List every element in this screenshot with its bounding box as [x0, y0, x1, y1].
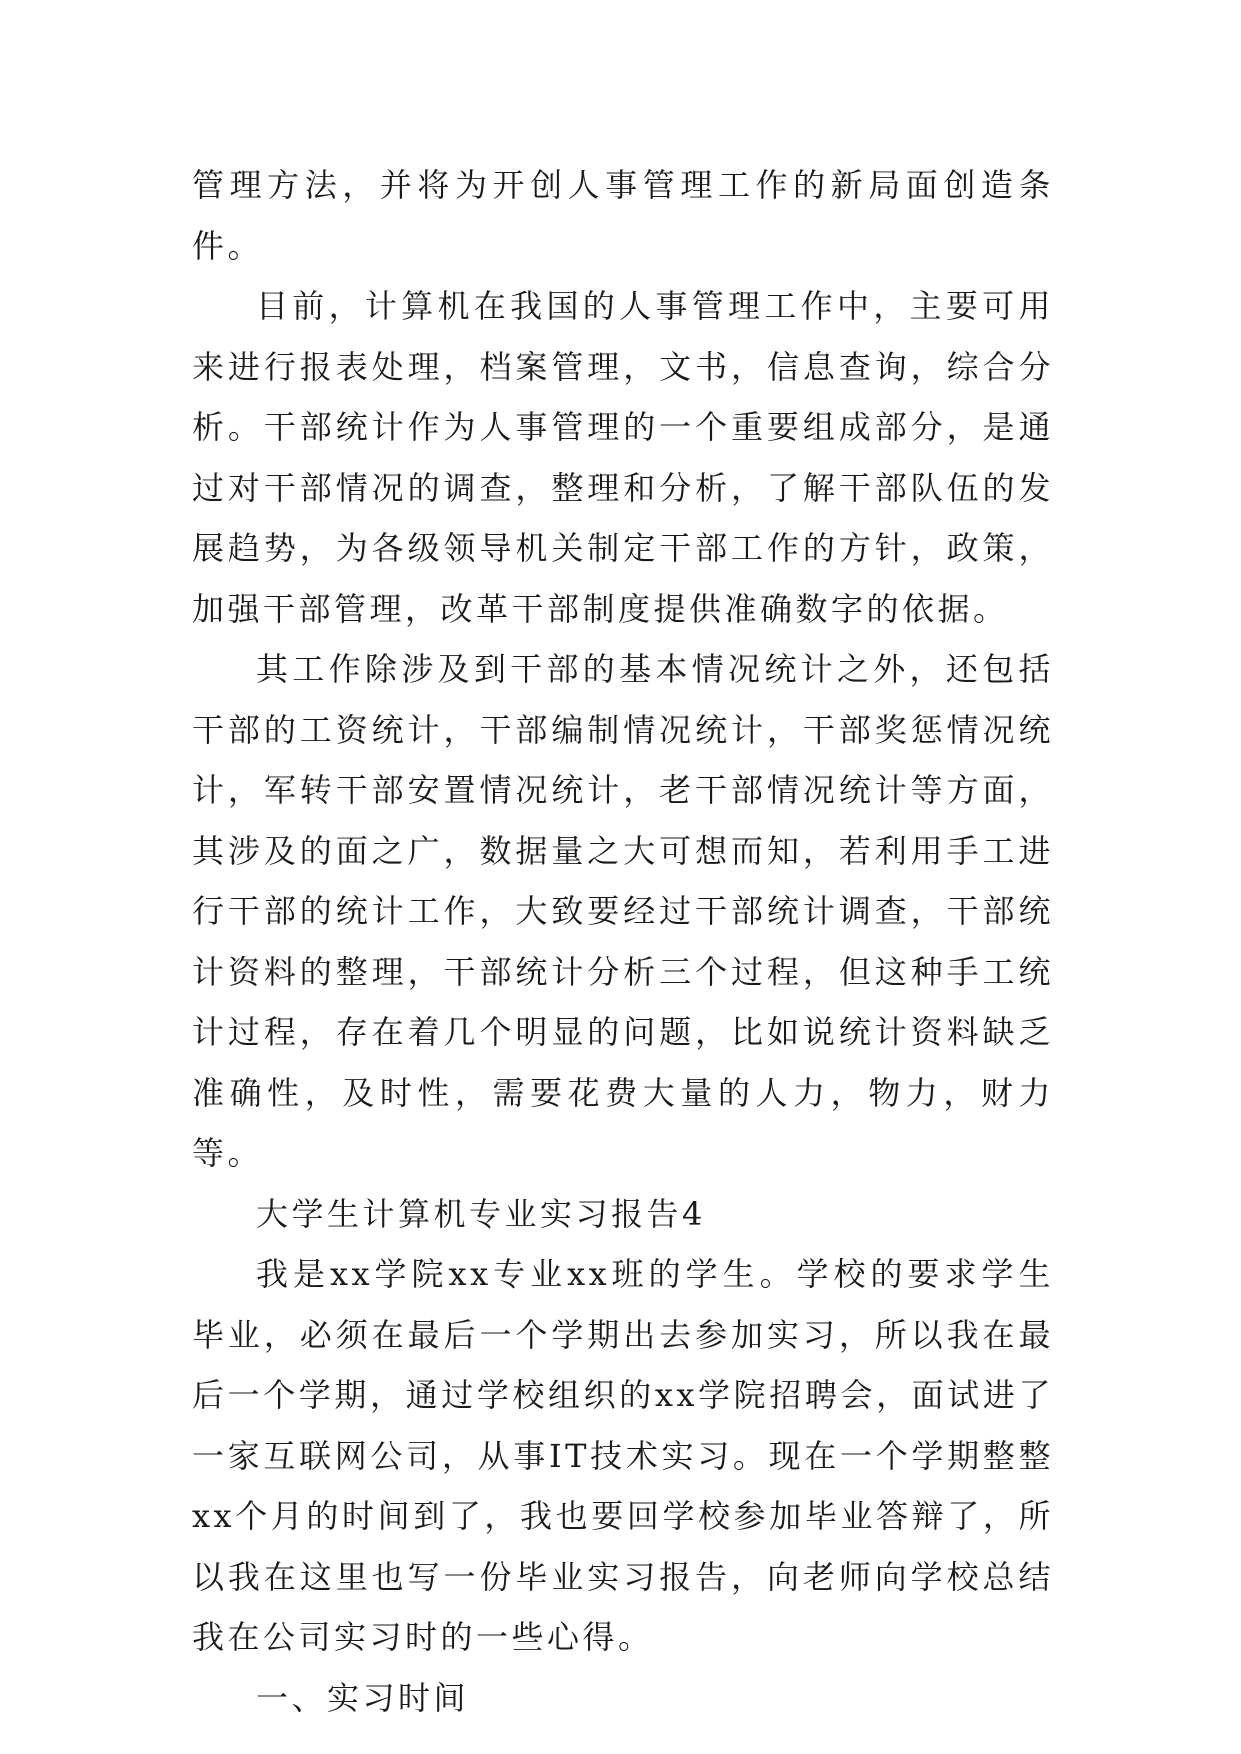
- section-heading-report-4: 大学生计算机专业实习报告4: [256, 1194, 706, 1233]
- paragraph-student-intro: 我是xx学院xx专业xx班的学生。学校的要求学生毕业，必须在最后一个学期出去参加实习，所以我在最后一个学期，通过学校组织的xx学院招聘会，面试进了一家互联网公司，从事IT技术实习。现在一个学期整整xx个月的时间到了，我也要回学校参加毕业答辩了，所以我在这里也写一份毕业实习报告，向老师向学校总结我在公司实习时的一些心得。: [192, 1255, 1054, 1656]
- document-body: [192, 155, 1054, 1728]
- section-heading-internship-time: 一、实习时间: [256, 1678, 470, 1717]
- paragraph-continuation: 管理方法，并将为开创人事管理工作的新局面创造条件。: [192, 166, 1054, 265]
- paragraph-computer-usage: 目前，计算机在我国的人事管理工作中，主要可用来进行报表处理，档案管理，文书，信息查询，综合分析。干部统计作为人事管理的一个重要组成部分，是通过对干部情况的调查，整理和分析，了解干部队伍的发展趋势，为各级领导机关制定干部工作的方针，政策，加强干部管理，改革干部制度提供准确数字的依据。: [192, 287, 1054, 628]
- paragraph-statistics-work: 其工作除涉及到干部的基本情况统计之外，还包括干部的工资统计，干部编制情况统计，干部奖惩情况统计，军转干部安置情况统计，老干部情况统计等方面，其涉及的面之广，数据量之大可想而知，若利用手工进行干部的统计工作，大致要经过干部统计调查，干部统计资料的整理，干部统计分析三个过程，但这种手工统计过程，存在着几个明显的问题，比如说统计资料缺乏准确性，及时性，需要花费大量的人力，物力，财力等。: [192, 650, 1054, 1172]
